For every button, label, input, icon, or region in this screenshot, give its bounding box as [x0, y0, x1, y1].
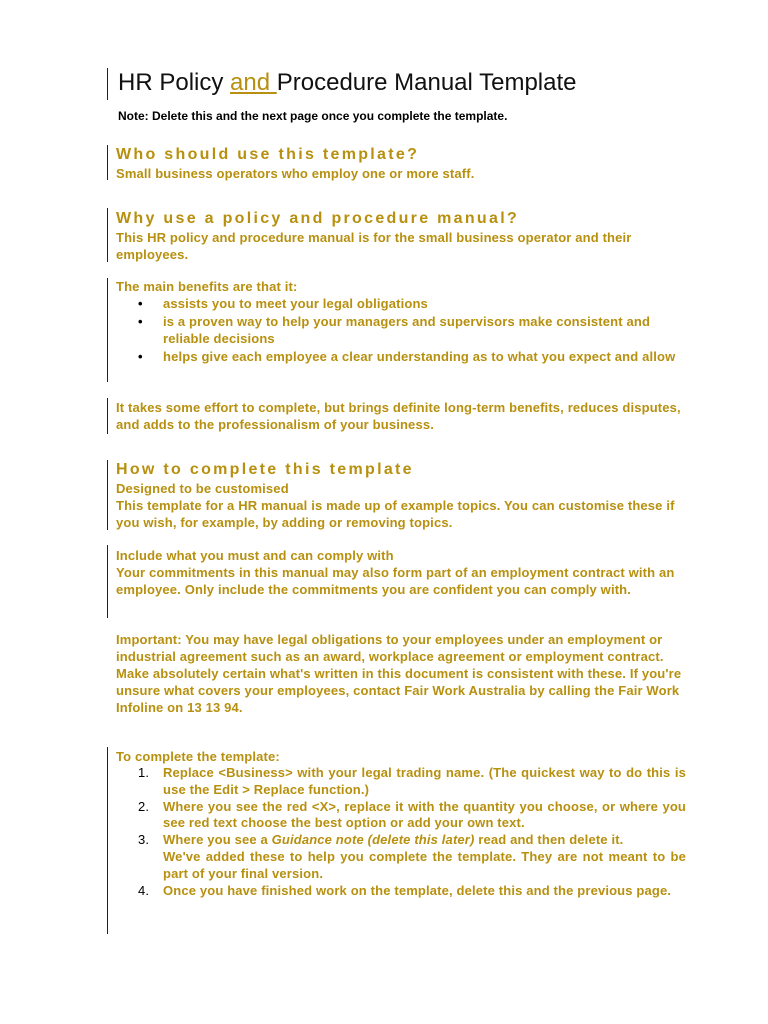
step-number: 2.: [138, 798, 150, 814]
section-who: [116, 145, 686, 182]
change-bar: [107, 278, 108, 382]
list-item: [116, 832, 686, 882]
title-part-2: and: [230, 69, 277, 96]
section-how-text: This template for a HR manual is made up of example topics. You can customise these if you wish, for example, by adding or removing topics.: [116, 498, 675, 530]
change-bar: [107, 145, 108, 180]
steps-list: [116, 765, 686, 899]
list-item: [116, 799, 686, 833]
change-bar: [107, 68, 108, 100]
step-number: 4.: [138, 882, 150, 898]
section-how-subheading: Designed to be customised: [116, 481, 289, 496]
title-part-3: Procedure Manual Template: [276, 69, 577, 96]
effort-block: [116, 399, 686, 433]
step-number: 1.: [138, 765, 150, 780]
page-title: [118, 66, 576, 100]
list-item: [116, 765, 686, 799]
steps-block: [116, 748, 686, 899]
section-who-text: Small business operators who employ one or more staff.: [116, 166, 475, 181]
benefits-block: [116, 278, 686, 366]
section-who-heading: Who should use this template?: [116, 146, 420, 163]
change-bar: [107, 398, 108, 434]
change-bar: [107, 545, 108, 618]
list-item: • is a proven way to help your managers and supervisors make consistent and reliable decisions: [116, 313, 686, 347]
change-bar: [107, 460, 108, 530]
section-why: [116, 209, 686, 263]
guidance-note-label: Guidance note (delete this later): [271, 832, 475, 848]
step-text: Where you see a: [163, 832, 272, 848]
step-text: Where you see the red <X>, replace it with the quantity you choose, or where you see red text choose the best option or add your own text.: [163, 798, 686, 831]
list-item: • helps give each employee a clear understanding as to what you expect and allow: [116, 348, 686, 365]
section-how: [116, 460, 686, 531]
delete-note: Note: Delete this and the next page once you complete the template.: [118, 109, 508, 123]
comply-text: Your commitments in this manual may also form part of an employment contract with an employee. Only include the commitments you are confident you can comply with.: [116, 565, 675, 597]
steps-intro: To complete the template:: [116, 749, 280, 764]
step-text: Replace <Business> with your legal trading name. (The quickest way to do this is use the Edit > Replace function.): [163, 765, 686, 797]
section-why-text: This HR policy and procedure manual is for the small business operator and their employees.: [116, 230, 632, 262]
title-part-1: HR Policy: [118, 69, 231, 96]
step-extra-text: We've added these to help you complete the template. They are not meant to be part of your final version.: [163, 848, 686, 881]
section-why-heading: Why use a policy and procedure manual?: [116, 210, 520, 227]
effort-text: It takes some effort to complete, but brings definite long-term benefits, reduces disputes, and adds to the professionalism of your business.: [116, 400, 681, 432]
step-text: Once you have finished work on the template, delete this and the previous page.: [163, 882, 672, 898]
benefits-list: [116, 295, 686, 365]
comply-subheading: Include what you must and can comply with: [116, 548, 394, 563]
change-bar: [107, 747, 108, 934]
list-item: [116, 883, 686, 900]
important-block: [116, 631, 686, 716]
step-number: 3.: [138, 832, 150, 848]
step-text: read and then delete it.: [474, 832, 624, 848]
change-bar: [107, 208, 108, 262]
section-how-heading: How to complete this template: [116, 461, 414, 478]
comply-block: [116, 547, 686, 598]
benefits-intro: The main benefits are that it:: [116, 279, 298, 294]
list-item: • assists you to meet your legal obligations: [116, 295, 686, 312]
important-text: Important: You may have legal obligations to your employees under an employment or industrial agreement such as an award, workplace agreement or employment contract. Make absolutely certain what's written in this document is consistent with these. If you're unsure what covers your employees, contact Fair Work Australia by calling the Fair Work Infoline on 13 13 94.: [116, 632, 682, 715]
